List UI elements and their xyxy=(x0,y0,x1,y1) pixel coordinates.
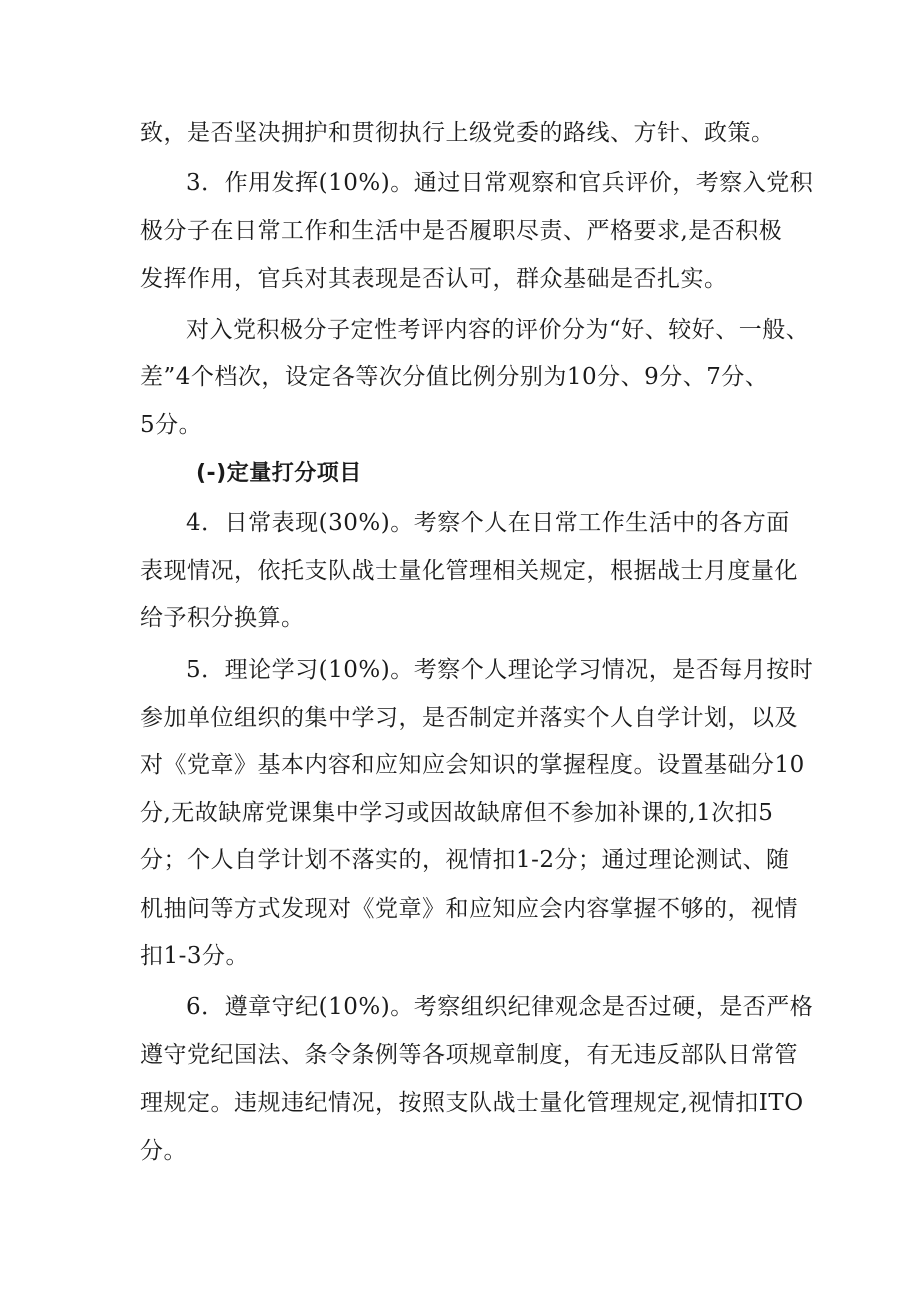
paragraph-line: 分,无故缺席党课集中学习或因故缺席但不参加补课的,1次扣5 xyxy=(140,800,774,826)
paragraph-line: 理规定。违规违纪情况，按照支队战士量化管理规定,视情扣ITO xyxy=(140,1090,804,1116)
paragraph-line: 表现情况，依托支队战士量化管理相关规定，根据战士月度量化 xyxy=(140,558,798,584)
paragraph-line: 对《党章》基本内容和应知应会知识的掌握程度。设置基础分10 xyxy=(140,752,805,778)
section-heading: (-)定量打分项目 xyxy=(196,461,362,486)
paragraph-line: 5．理论学习(10%)。考察个人理论学习情况，是否每月按时 xyxy=(186,657,814,683)
paragraph-line: 发挥作用，官兵对其表现是否认可，群众基础是否扎实。 xyxy=(140,266,728,292)
paragraph-line: 给予积分换算。 xyxy=(140,605,305,631)
paragraph-line: 遵守党纪国法、条令条例等各项规章制度，有无违反部队日常管 xyxy=(140,1042,798,1068)
paragraph-line: 3．作用发挥(10%)。通过日常观察和官兵评价，考察入党积 xyxy=(186,170,814,196)
paragraph-line: 6．遵章守纪(10%)。考察组织纪律观念是否过硬，是否严格 xyxy=(186,994,814,1020)
paragraph-line: 参加单位组织的集中学习，是否制定并落实个人自学计划，以及 xyxy=(140,705,798,731)
paragraph-line: 致，是否坚决拥护和贯彻执行上级党委的路线、方针、政策。 xyxy=(140,120,775,146)
paragraph-line: 差”4个档次，设定各等次分值比例分别为10分、9分、7分、 xyxy=(140,364,769,390)
paragraph-line: 机抽问等方式发现对《党章》和应知应会内容掌握不够的，视情 xyxy=(140,896,798,922)
paragraph-line: 5分。 xyxy=(140,412,203,438)
paragraph-line: 极分子在日常工作和生活中是否履职尽责、严格要求,是否积极 xyxy=(140,218,783,244)
paragraph-line: 4．日常表现(30%)。考察个人在日常工作生活中的各方面 xyxy=(186,510,790,536)
paragraph-line: 分。 xyxy=(140,1138,187,1164)
paragraph-line: 对入党积极分子定性考评内容的评价分为“好、较好、一般、 xyxy=(186,317,810,343)
paragraph-line: 扣1-3分。 xyxy=(140,943,250,969)
paragraph-line: 分；个人自学计划不落实的，视情扣1-2分；通过理论测试、随 xyxy=(140,847,790,873)
